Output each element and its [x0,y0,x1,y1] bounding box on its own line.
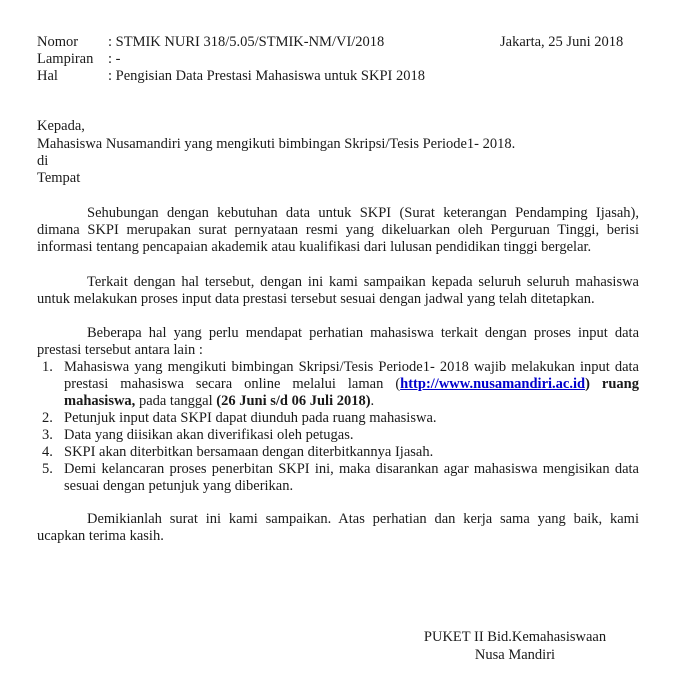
requirements-list [37,359,639,495]
signature-title: PUKET II Bid.Kemahasiswaan [423,629,607,645]
signature-org: Nusa Mandiri [474,647,556,663]
hal-label: Hal [37,68,58,84]
paragraph-1: Sehubungan dengan kebutuhan data untuk SKPI (Surat keterangan Pendamping Ijasah), dimana SKPI merupakan surat pernyataan resmi yang dikeluarkan oleh Perguruan Tinggi, berisi informasi tentang pencapaian akademik atau kualifikasi dari lulusan pendidikan tinggi bergelar. [37,205,639,255]
recipient-line: Mahasiswa Nusamandiri yang mengikuti bimbingan Skripsi/Tesis Periode1- 2018. [37,136,516,152]
list-item: 5. Demi kelancaran proses penerbitan SKPI ini, maka disarankan agar mahasiswa mengisikan data sesuai dengan petunjuk yang diberikan. [42,461,639,494]
nusamandiri-link[interactable]: http://www.nusamandiri.ac.id [400,376,586,392]
list-item: 3. Data yang diisikan akan diverifikasi oleh petugas. [42,427,354,443]
recipient-di: di [37,153,49,169]
lampiran-label: Lampiran [37,51,94,67]
lampiran-value: : - [108,51,121,67]
nomor-label: Nomor [37,34,79,50]
letter-date: Jakarta, 25 Juni 2018 [500,34,624,50]
paragraph-3: Beberapa hal yang perlu mendapat perhatian mahasiswa terkait dengan proses input data prestasi tersebut antara lain : [37,325,639,358]
hal-value: : Pengisian Data Prestasi Mahasiswa untuk SKPI 2018 [108,68,425,84]
recipient-kepada: Kepada, [37,118,85,134]
list-item: 2. Petunjuk input data SKPI dapat diunduh pada ruang mahasiswa. [42,410,437,426]
nomor-value: : STMIK NURI 318/5.05/STMIK-NM/VI/2018 [108,34,385,50]
list-item: 4. SKPI akan diterbitkan bersamaan dengan diterbitkannya Ijasah. [42,444,434,460]
recipient-tempat: Tempat [37,170,81,186]
paragraph-2: Terkait dengan hal tersebut, dengan ini kami sampaikan kepada seluruh seluruh mahasiswa untuk melakukan proses input data prestasi tersebut sesuai dengan jadwal yang telah ditetapkan. [37,274,639,307]
closing-paragraph: Demikianlah surat ini kami sampaikan. Atas perhatian dan kerja sama yang baik, kami ucapkan terima kasih. [37,511,639,544]
list-item: 1. Mahasiswa yang mengikuti bimbingan Skripsi/Tesis Periode1- 2018 wajib melakukan input data prestasi mahasiswa secara online melalui laman (http://www.nusamandiri.ac.id) ruang mahasiswa, pada tanggal (26 Juni s/d 06 Juli 2018). [42,359,639,409]
